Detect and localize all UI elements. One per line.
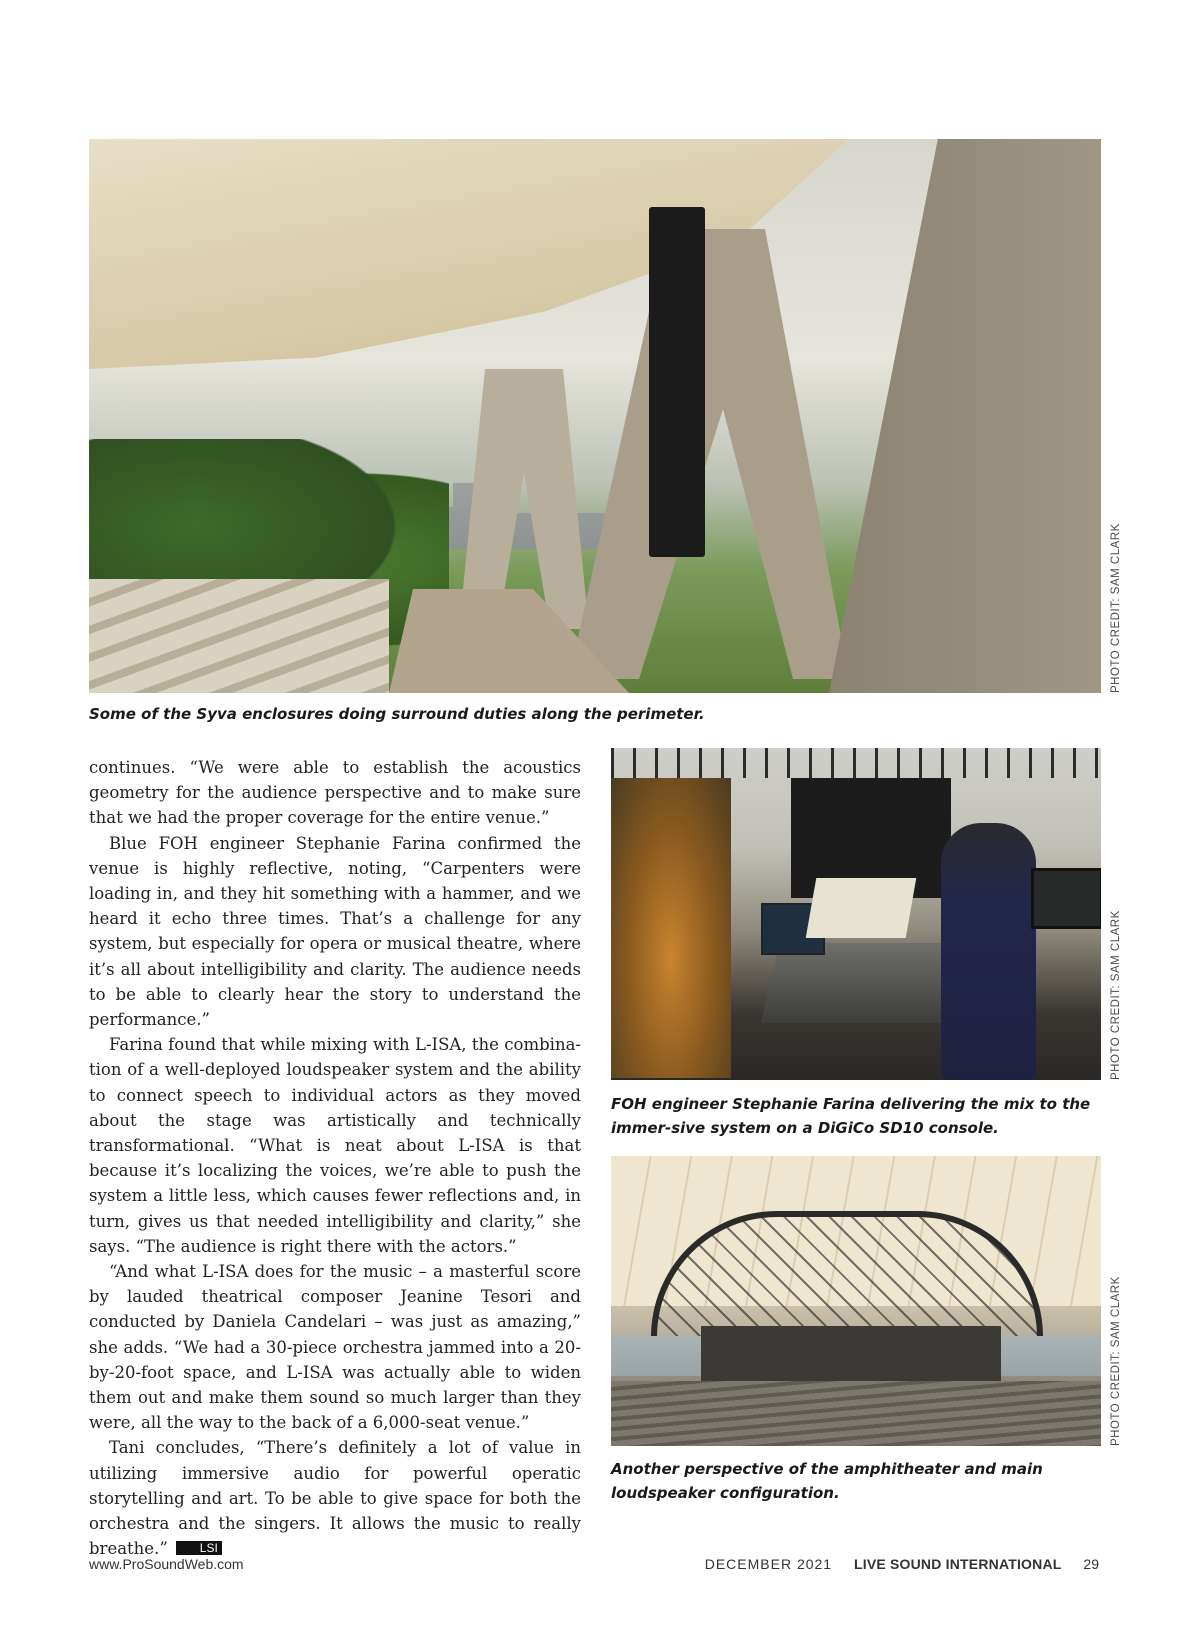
footer-issue: DECEMBER 2021 xyxy=(704,1556,833,1572)
footer-publication: LIVE SOUND INTERNATIONAL xyxy=(853,1556,1062,1572)
footer-website[interactable]: www.ProSoundWeb.com xyxy=(89,1556,244,1572)
amphitheater-seats xyxy=(89,579,389,693)
photo-foh-engineer xyxy=(611,748,1101,1080)
caption-middle xyxy=(611,1092,1101,1140)
article-paragraph-last xyxy=(89,1435,581,1561)
end-of-article-mark: LSI xyxy=(176,1541,222,1555)
stage-structure xyxy=(701,1326,1001,1386)
article-body xyxy=(89,755,581,1562)
article-paragraph: continues. “We were able to establish the acoustics geometry for the audience perspective and to make sure that we had the proper coverage for the entire venue.” xyxy=(89,758,581,828)
pillar-right xyxy=(829,139,1101,693)
engineer-figure xyxy=(941,823,1036,1080)
scenery-foliage xyxy=(611,778,731,1078)
caption-middle-text: FOH engineer Stephanie Farina delivering the mix to the immer-sive system on a DiGiCo SD10 console. xyxy=(611,1095,1091,1137)
caption-top: Some of the Syva enclosures doing surround duties along the perimeter. xyxy=(89,705,705,723)
article-paragraph: Farina found that while mixing with L-ISA, the combina-tion of a well-deployed loudspeaker system and the ability to connect speech to individual actors as they moved about the stage was artistically and technically transformational. “What is neat about L-ISA is that because it’s localizing the voices, we’re able to push the system a little less, which causes fewer reflections and, in turn, gives us that needed intelligibility and clarity,” she says. “The audience is right there with the actors.” xyxy=(89,1035,581,1256)
article-paragraph: Blue FOH engineer Stephanie Farina confirmed the venue is highly reflective, noting, “Carpenters were loading in, and they hit something with a hammer, and we heard it echo three times. That’s a challenge for any system, but especially for opera or musical theatre, where it’s all about intelligibility and clarity. The audience needs to be able to clearly hear the story to understand the performance.” xyxy=(89,833,581,1030)
photo-credit-top: PHOTO CREDIT: SAM CLARK xyxy=(1110,523,1122,693)
audience-seating xyxy=(611,1381,1101,1446)
article-paragraph: Tani concludes, “There’s definitely a lot of value in utilizing immersive audio for powerful operatic storytelling and art. To be able to give space for both the orchestra and the singers. It allows the music to really breathe.” xyxy=(89,1438,581,1559)
pillar-center xyxy=(569,229,849,679)
monitor-right xyxy=(1031,868,1101,929)
article-paragraph: “And what L-ISA does for the music – a masterful score by lauded theatrical composer Jeanine Tesori and conducted by Daniela Candelari – was just as amazing,” she adds. “We had a 30-piece orchestra jammed into a 20-by-20-foot space, and L-ISA was actually able to widen them out and make them sound so much larger than they were, all the way to the back of a 6,000-seat venue.” xyxy=(89,1262,581,1433)
footer-page-number: 29 xyxy=(1083,1556,1099,1572)
caption-bottom: Another perspective of the amphitheater and main loudspeaker configuration. xyxy=(611,1460,1043,1502)
footer-issue-info xyxy=(705,1556,1099,1572)
photo-surround-enclosures xyxy=(89,139,1101,693)
photo-credit-middle: PHOTO CREDIT: SAM CLARK xyxy=(1110,910,1122,1080)
loudspeaker-column xyxy=(649,207,705,557)
sheet-music xyxy=(806,878,917,938)
photo-amphitheater xyxy=(611,1156,1101,1446)
photo-credit-bottom: PHOTO CREDIT: SAM CLARK xyxy=(1110,1276,1122,1446)
truss-arch xyxy=(651,1211,1043,1337)
stage-canopy-rigging xyxy=(611,748,1101,778)
